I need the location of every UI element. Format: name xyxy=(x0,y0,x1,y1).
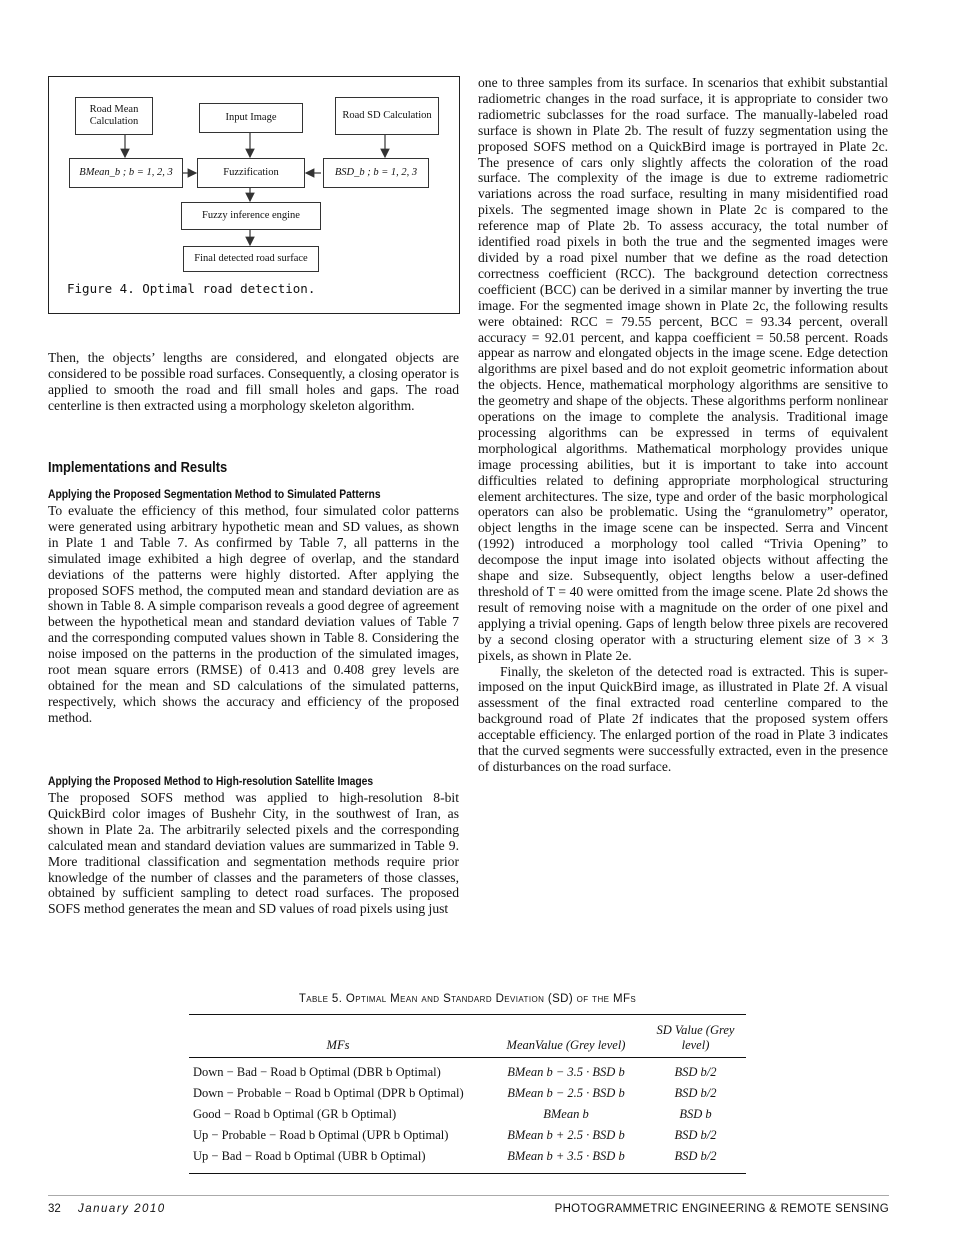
subsection-heading-high-resolution: Applying the Proposed Method to High-resolution Satellite Images xyxy=(48,774,374,788)
table-cell: BSD b/2 xyxy=(674,1065,717,1079)
left-column xyxy=(48,350,459,414)
table-row xyxy=(189,1083,746,1104)
table-cell: BSD b/2 xyxy=(674,1149,717,1163)
table-cell: BSD b/2 xyxy=(674,1086,717,1100)
table-5-grid xyxy=(189,1021,746,1167)
table-cell: Down − Bad − Road b Optimal (DBR b Optimal) xyxy=(193,1065,441,1079)
figure-caption: Figure 4. Optimal road detection. xyxy=(67,281,316,296)
table-cell: Up − Bad − Road b Optimal (UBR b Optimal) xyxy=(193,1149,426,1163)
bmean-box: BMean_b ; b = 1, 2, 3 xyxy=(69,158,183,188)
paragraph: The proposed SOFS method was applied to high-resolution 8-bit QuickBird color images of Bushehr City, in the southwest of Iran, as shown in Plate 2a. The arbitrarily selected pixels and the corresponding calculated mean and standard deviation values are summarized in Table 9. More traditional classification and segmentation methods require prior knowledge of the number of classes and the parameters of those classes, obtained by sufficient sampling to detect road surfaces. The proposed SOFS method generates the mean and SD values of road pixels using just xyxy=(48,790,459,917)
footer-rule xyxy=(48,1195,889,1196)
table-5-title: Table 5. Optimal Mean and Standard Deviation (SD) of the MFs xyxy=(298,993,637,1005)
table-cell: Down − Probable − Road b Optimal (DPR b Optimal) xyxy=(193,1086,464,1100)
table-cell: BSD b/2 xyxy=(674,1128,717,1142)
final-detected-road-box: Final detected road surface xyxy=(183,246,319,272)
table-row xyxy=(189,1062,746,1083)
table-cell: Good − Road b Optimal (GR b Optimal) xyxy=(193,1107,397,1121)
subsection-heading-simulated: Applying the Proposed Segmentation Method to Simulated Patterns xyxy=(48,487,381,501)
table-cell: BMean b − 2.5 · BSD b xyxy=(507,1086,625,1100)
table-cell: BMean b xyxy=(543,1107,589,1121)
table-5 xyxy=(189,1014,746,1174)
right-column xyxy=(478,75,888,775)
column-header-sd: SD Value (Grey level) xyxy=(656,1023,735,1052)
paragraph: To evaluate the efficiency of this method, four simulated color patterns were generated using arbitrary hypothetic mean and SD values, as shown in Plate 1 and Table 7. As confirmed by Table 7, all patterns in the simulated image exhibited a high degree of overlap, and the standard deviations of the patterns were highly distorted. After applying the proposed SOFS method, the computed mean and standard deviation are as shown in Table 8. A simple comparison reveals a good degree of agreement between the hypothetical mean and standard deviation values of Table 7 and the corresponding computed values shown in Table 8. Considering the noise imposed on the patterns in the production of the simulated images, root mean square errors (RMSE) of 0.413 and 0.408 grey levels are obtained for the mean and SD calculations of the simulated patterns, respectively, which shows the accuracy and efficiency of the proposed method. xyxy=(48,503,459,725)
left-column-sim xyxy=(48,503,459,726)
section-heading-implementations: Implementations and Results xyxy=(48,459,228,476)
table-row xyxy=(189,1146,746,1167)
issue-date: January 2010 xyxy=(78,1203,166,1215)
table-cell: BMean b + 3.5 · BSD b xyxy=(507,1149,625,1163)
table-cell: BMean b − 3.5 · BSD b xyxy=(507,1065,625,1079)
table-bottom-rule xyxy=(189,1173,746,1174)
input-image-box: Input Image xyxy=(199,103,303,133)
fuzzy-inference-engine-box: Fuzzy inference engine xyxy=(181,202,321,230)
fuzzification-box: Fuzzification xyxy=(197,158,305,188)
journal-name: PHOTOGRAMMETRIC ENGINEERING & REMOTE SENSING xyxy=(554,1203,889,1215)
table-cell: BSD b xyxy=(679,1107,712,1121)
left-column-hr xyxy=(48,790,459,917)
bsd-box: BSD_b ; b = 1, 2, 3 xyxy=(323,158,429,188)
table-row xyxy=(189,1104,746,1125)
figure-4 xyxy=(48,76,460,314)
column-header-mfs: MFs xyxy=(326,1038,350,1052)
paragraph: one to three samples from its surface. In scenarios that exhibit substantial radiometric changes in the road surface, it is appropriate to consider two radiometric subclasses for the road surface. The manually-labeled road surface is shown in Plate 2b. The result of fuzzy segmentation using the proposed SOFS method on a QuickBird image is portrayed in Plate 2c. The presence of cars only slightly affects the coloration of the road surface. The complexity of the image is due to extreme radiometric variations across the road surface, resulting in many misidentified road pixels. The segmented image shown in Plate 2c is compared to the reference map of Plate 2b. To assess accuracy, the total number of identified road pixels in both the true and the segmented images were divided by a road pixel number that we define as the road detection correctness coefficient (RCC). The background detection correctness coefficient (BCC) can be derived in a similar manner by inverting the true image. For the segmented image shown in Plate 2c, the following results were obtained: RCC = 79.55 percent, BCC = 93.34 percent, overall accuracy = 92.01 percent, and kappa coefficient = 50.58 percent. Roads appear as narrow and elongated objects in the image scene. Edge detection algorithms are pixel based and do not exploit geometric information about the objects. Hence, mathematical morphology algorithms are sensitive to the geometry and shape of the objects. These algorithms perform nonlinear operations on the image to complete the analysis. Traditional image processing algorithms can be expressed in terms of equivalent morphological algorithms. Mathematical morphology provides unique image processing abilities, but it is important to take into account difficulties related to defining appropriate morphological structuring element architectures. The size, type and order of the basic morphological operators can also be problematic. Using the “granulometry” operator, object lengths in the image scene can be inspected. Serra and Vincent (1992) introduced a morphology tool called “Trivia Opening” to decompose the input image into isolated objects without affecting the shape and size. Subsequently, object lengths below a user-defined threshold of T = 40 were omitted from the image scene. Plate 2d shows the result of removing noise with a magnitude on the order of one pixel and applying a trivial opening. Gaps of length below three pixels are recovered by a second closing operator with a structuring element size of 3 × 3 pixels, as shown in Plate 2e. xyxy=(478,75,888,663)
paragraph: Then, the objects’ lengths are considered, and elongated objects are considered to be possible road surfaces. Consequently, a closing operator is applied to smooth the road and fill small holes and gaps. The road centerline is then extracted using a morphology skeleton algorithm. xyxy=(48,350,459,413)
paragraph: Finally, the skeleton of the detected road is extracted. This is super-imposed on the input QuickBird image, as illustrated in Plate 2f. A visual assessment of the final extracted road centerline compared to the background road of Plate 2f indicates that the proposed system offers acceptable efficiency. The enlarged portion of the road in Plate 3 indicates that the curved segments were successfully extracted, even in the presence of disturbances on the road surface. xyxy=(478,663,888,774)
table-row xyxy=(189,1125,746,1146)
road-mean-box: Road Mean Calculation xyxy=(75,97,153,135)
table-cell: BMean b + 2.5 · BSD b xyxy=(507,1128,625,1142)
page-number: 32 xyxy=(48,1203,61,1215)
column-header-mean: MeanValue (Grey level) xyxy=(506,1038,626,1052)
table-cell: Up − Probable − Road b Optimal (UPR b Optimal) xyxy=(193,1128,449,1142)
road-sd-box: Road SD Calculation xyxy=(335,97,439,135)
table-top-rule xyxy=(189,1014,746,1015)
table-header-row xyxy=(189,1021,746,1053)
